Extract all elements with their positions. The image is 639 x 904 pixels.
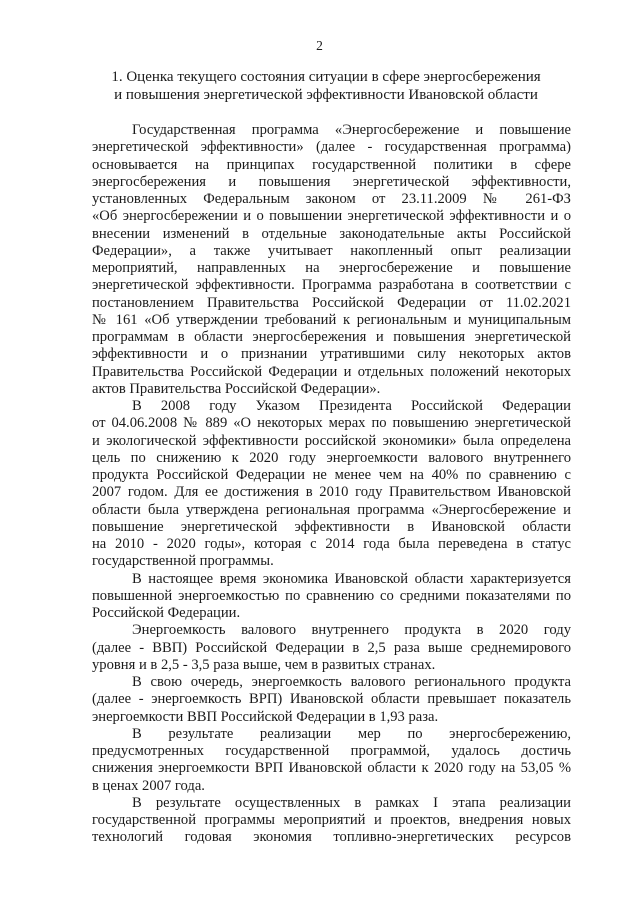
paragraph-line: основывается на принципах государственной политики в сфере <box>92 156 571 173</box>
paragraph <box>92 571 571 623</box>
section-heading-line: и повышения энергетической эффективности Ивановской области <box>114 87 538 103</box>
paragraph-line: предусмотренных государственной программой, удалось достичь <box>92 743 571 759</box>
paragraph-line: установленных Федеральным законом от 23.11.2009 № 261-ФЗ <box>92 191 571 207</box>
paragraph-line: энергетической эффективности» (далее - государственная программа) <box>92 139 571 156</box>
paragraph-line: 2007 годом. Для ее достижения в 2010 году Правительством Ивановской <box>92 484 571 501</box>
paragraph-line: области была утверждена региональная программа «Энергосбережение и <box>92 501 571 518</box>
page-number: 2 <box>316 38 323 53</box>
paragraph <box>92 795 571 847</box>
paragraph-line: мероприятий, направленных на энергосбережение и повышение <box>92 260 571 276</box>
paragraph-line: № 161 «Об утверждении требований к региональным и муниципальным <box>92 311 571 328</box>
paragraph-line: энергетической эффективности. Программа разработана в соответствии с <box>92 277 571 294</box>
paragraph <box>92 674 571 726</box>
paragraph <box>92 726 571 795</box>
paragraph-line: энергоемкости ВВП Российской Федерации в 1,93 раза. <box>92 708 439 725</box>
paragraph-line: повышение энергетической эффективности в Ивановской области <box>92 518 571 535</box>
paragraph-line: В результате осуществленных в рамках I этапа реализации <box>132 794 571 811</box>
paragraph-line: постановлением Правительства Российской Федерации от 11.02.2021 <box>92 294 571 311</box>
paragraph-line: и экологической эффективности российской экономики» была определена <box>92 432 571 449</box>
paragraph-line: государственной программы мероприятий и проектов, внедрения новых <box>92 812 571 828</box>
paragraph-line: Правительства Российской Федерации и отдельных положений некоторых <box>92 363 571 380</box>
paragraph-line: Энергоемкость валового внутреннего продукта в 2020 году <box>132 622 571 639</box>
paragraph-line: Государственная программа «Энергосбережение и повышение <box>132 122 571 138</box>
paragraph-line: уровня и в 2,5 - 3,5 раза выше, чем в развитых странах. <box>92 656 436 673</box>
paragraph-line: В свою очередь, энергоемкость валового регионального продукта <box>132 674 571 690</box>
paragraph-line: (далее - энергоемкость ВРП) Ивановской области превышает показатель <box>92 691 571 708</box>
paragraph-line: на 2010 - 2020 годы», которая с 2014 года была переведена в статус <box>92 536 571 552</box>
paragraph-line: программам в области энергосбережения и повышения энергетической <box>92 329 571 345</box>
paragraph-line: В результате реализации мер по энергосбережению, <box>132 725 571 742</box>
paragraph-line: продукта Российской Федерации не менее чем на 40% по сравнению с <box>92 467 571 483</box>
paragraph-line: Российской Федерации. <box>92 605 241 621</box>
document-body <box>92 122 571 847</box>
paragraph-line: внесении изменений в отдельные законодательные акты Российской <box>92 225 571 242</box>
paragraph-line: Федерации», а также учитывает накопленный опыт реализации <box>92 242 571 259</box>
paragraph-line: цель по снижению к 2020 году энергоемкости валового внутреннего <box>92 449 571 466</box>
paragraph-line: «Об энергосбережении и о повышении энергетической эффективности и о <box>92 208 571 225</box>
paragraph-line: В 2008 году Указом Президента Российской Федерации <box>132 398 571 414</box>
paragraph-line: государственной программы. <box>92 553 274 570</box>
paragraph-line: снижения энергоемкости ВРП Ивановской области к 2020 году на 53,05 % <box>92 760 571 777</box>
paragraph <box>92 622 571 674</box>
paragraph-line: актов Правительства Российской Федерации». <box>92 380 381 397</box>
paragraph-line: В настоящее время экономика Ивановской области характеризуется <box>132 570 571 587</box>
section-heading <box>96 68 556 104</box>
paragraph-line: от 04.06.2008 № 889 «О некоторых мерах по повышению энергетической <box>92 415 571 432</box>
paragraph <box>92 122 571 398</box>
paragraph <box>92 398 571 571</box>
paragraph-line: эффективности и о признании утратившими силу некоторых актов <box>92 346 571 363</box>
paragraph-line: повышенной энергоемкостью по сравнению со средними показателями по <box>92 587 571 604</box>
paragraph-line: технологий годовая экономия топливно-энергетических ресурсов <box>92 829 571 846</box>
paragraph-line: в ценах 2007 года. <box>92 777 205 794</box>
paragraph-line: (далее - ВВП) Российской Федерации в 2,5 раза выше среднемирового <box>92 639 571 656</box>
section-heading-line: 1. Оценка текущего состояния ситуации в сфере энергосбережения <box>111 69 541 85</box>
paragraph-line: энергосбережения и повышения энергетической эффективности, <box>92 173 571 190</box>
